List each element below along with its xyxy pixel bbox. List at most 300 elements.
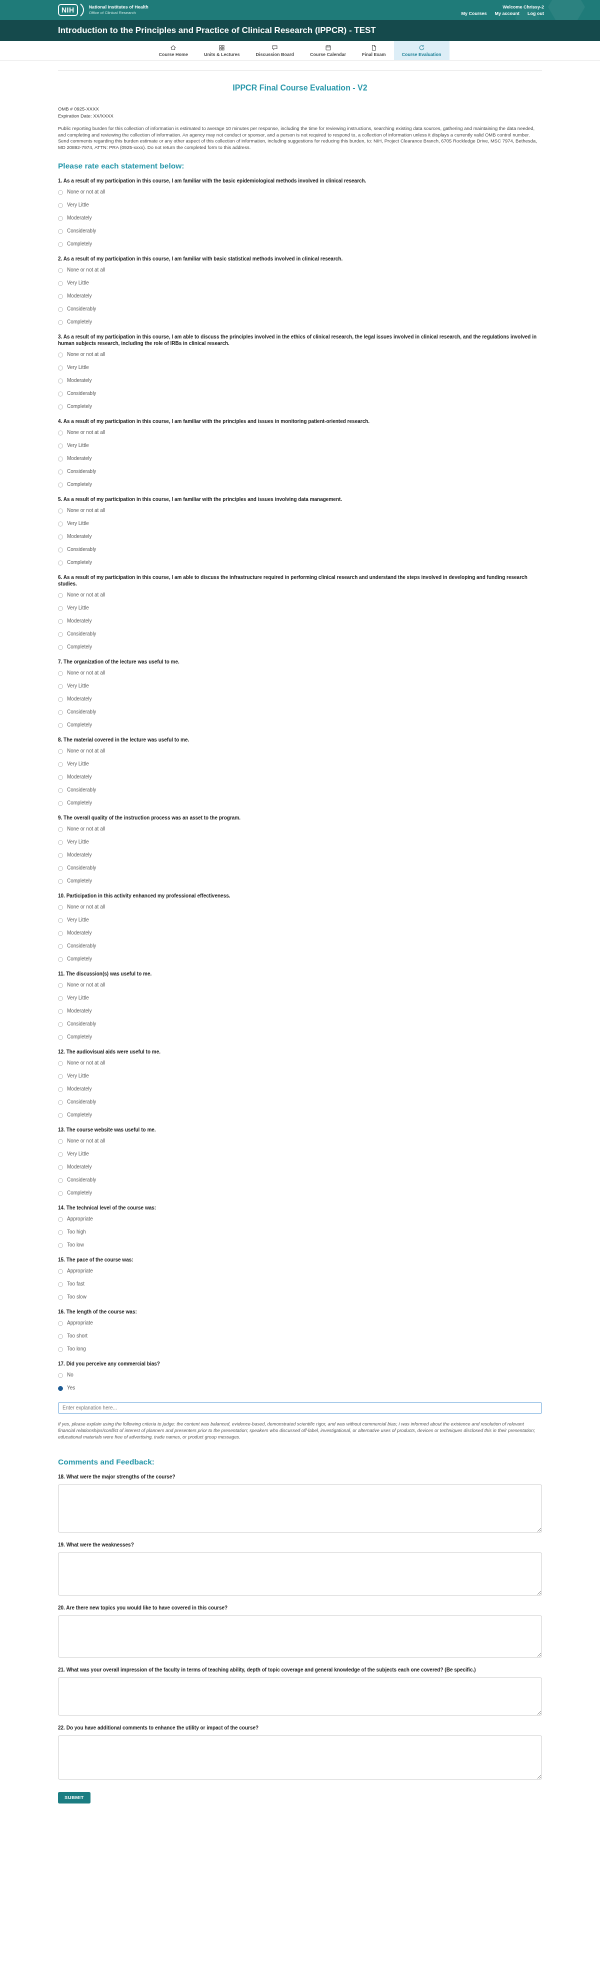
radio-icon[interactable] [58,1152,63,1157]
question-label: 4. As a result of my participation in this course, I am familiar with the principles and issues in monitoring patient-oriented research. [58,419,370,425]
radio-option[interactable] [58,1061,105,1067]
tab-label: Units & Lectures [203,51,240,57]
question-label: 12. The audiovisual aids were useful to me. [58,1049,161,1056]
question-6 [58,575,542,651]
radio-option-label: Completely [67,1034,93,1041]
header-link-my-courses[interactable]: My Courses [461,10,487,16]
radio-option-label: Very Little [67,202,89,209]
radio-option[interactable] [58,645,92,651]
radio-icon[interactable] [58,1269,63,1274]
radio-option[interactable] [58,404,92,410]
radio-option[interactable] [58,1321,93,1327]
radio-option-label: Very Little [67,521,89,527]
radio-icon[interactable] [58,775,63,780]
top-header-bar [0,0,600,20]
radio-option-label: None or not at all [67,1060,106,1067]
answer-textarea[interactable] [58,1678,542,1716]
radio-option-label: None or not at all [67,267,106,274]
radio-option[interactable] [58,307,96,313]
tab-label: Course Evaluation [401,51,442,57]
radio-selected-icon[interactable] [58,1386,63,1391]
answer-textarea[interactable] [58,1736,542,1780]
header-decoration [548,0,585,20]
radio-option-label: Completely [67,800,93,807]
radio-icon[interactable] [58,534,63,539]
radio-option-label: Very Little [67,605,89,612]
radio-option[interactable] [58,1022,96,1028]
radio-option[interactable] [58,456,92,462]
radio-icon[interactable] [58,365,63,370]
question-label: 7. The organization of the lecture was useful to me. [58,659,180,666]
radio-icon[interactable] [58,352,63,357]
radio-option-label: Moderately [67,215,92,222]
question-16 [58,1309,542,1352]
radio-option-label: Completely [67,956,93,963]
radio-icon[interactable] [58,547,63,552]
radio-icon[interactable] [58,1334,63,1339]
radio-option-label: No [67,1372,74,1379]
comments-feedback-heading: Comments and Feedback: [58,1458,155,1467]
radio-option[interactable] [58,1230,86,1236]
answer-textarea[interactable] [58,1485,542,1533]
question-4 [58,419,542,488]
radio-icon[interactable] [58,1243,63,1248]
radio-icon[interactable] [58,190,63,195]
radio-option[interactable] [58,547,96,553]
radio-option[interactable] [58,1139,105,1145]
open-questions [58,1474,542,1782]
rate-statements-heading: Please rate each statement below: [58,162,185,171]
radio-icon[interactable] [58,619,63,624]
radio-option[interactable] [58,1178,96,1184]
question-label: 21. What was your overall impression of the faculty in terms of teaching ability, depth of topic coverage and general knowledge of the subjects each one covered? (Be specific.) [58,1667,476,1674]
radio-option[interactable] [58,853,92,859]
logo-office-name: Office of Clinical Research [88,10,136,15]
radio-option-label: Considerably [67,1099,97,1106]
radio-icon[interactable] [58,697,63,702]
radio-option-label: Considerably [67,787,97,794]
radio-option[interactable] [58,560,92,566]
radio-option-label: Considerably [67,228,97,235]
radio-option[interactable] [58,365,89,371]
radio-option[interactable] [58,1074,89,1080]
radio-option-label: Moderately [67,618,92,625]
radio-icon[interactable] [58,482,63,487]
radio-icon[interactable] [58,1373,63,1378]
logo-org-name: National Institutes of Health [88,4,149,10]
radio-option[interactable] [58,723,92,729]
radio-option-label: Considerably [67,391,97,397]
radio-icon[interactable] [58,1295,63,1300]
radio-option-label: Completely [67,319,93,326]
radio-icon[interactable] [58,1009,63,1014]
radio-option-label: None or not at all [67,352,106,358]
radio-option[interactable] [58,905,105,911]
grid-icon [219,44,226,51]
radio-option-label: Completely [67,1190,93,1197]
radio-icon[interactable] [58,1113,63,1118]
radio-icon[interactable] [58,788,63,793]
radio-option[interactable] [58,430,105,436]
radio-option-label: Considerably [67,469,97,475]
radio-icon[interactable] [58,918,63,923]
bias-explanation-input[interactable] [58,1402,542,1414]
nih-logo-swoosh [80,4,85,17]
radio-option[interactable] [58,931,92,937]
radio-icon[interactable] [58,645,63,650]
radio-option-label: None or not at all [67,982,106,989]
radio-icon[interactable] [58,1074,63,1079]
radio-icon[interactable] [58,294,63,299]
answer-textarea[interactable] [58,1616,542,1658]
radio-option[interactable] [58,508,105,514]
logo-text [89,5,149,16]
radio-option[interactable] [58,521,89,527]
radio-option-label: Too long [67,1346,86,1353]
radio-icon[interactable] [58,996,63,1001]
radio-icon[interactable] [58,281,63,286]
question-label: 11. The discussion(s) was useful to me. [58,971,152,978]
radio-option[interactable] [58,944,96,950]
radio-option-label: Very Little [67,443,89,449]
radio-option[interactable] [58,352,105,358]
question-label: 20. Are there new topics you would like to have covered in this course? [58,1605,228,1612]
radio-option-label: Very Little [67,917,89,924]
radio-icon[interactable] [58,905,63,910]
question-17 [58,1361,542,1391]
radio-option[interactable] [58,1347,86,1353]
question-18 [58,1474,542,1535]
radio-option-label: Completely [67,241,93,248]
radio-icon[interactable] [58,216,63,221]
radio-option-label: Moderately [67,930,92,937]
radio-option-label: Moderately [67,1008,92,1015]
radio-option-label: Moderately [67,1164,92,1171]
radio-option[interactable] [58,229,96,235]
question-3 [58,334,542,410]
expiration-date: Expiration Date: XX/XXXX [58,113,114,119]
question-10 [58,893,542,962]
radio-icon[interactable] [58,827,63,832]
question-7 [58,659,542,728]
page-title: IPPCR Final Course Evaluation - V2 [232,84,368,93]
radio-icon[interactable] [58,1347,63,1352]
radio-icon[interactable] [58,632,63,637]
nih-logo[interactable] [58,4,148,17]
form-content [58,71,542,1804]
radio-icon[interactable] [58,242,63,247]
radio-option[interactable] [58,1243,84,1249]
question-label: 18. What were the major strengths of the course? [58,1474,176,1481]
radio-option-label: None or not at all [67,430,106,436]
radio-icon[interactable] [58,1217,63,1222]
radio-option[interactable] [58,320,92,326]
radio-icon[interactable] [58,944,63,949]
radio-option-label: Considerably [67,709,97,716]
radio-option-label: Very Little [67,839,89,846]
radio-option-label: Considerably [67,1177,97,1184]
radio-option-label: Moderately [67,293,92,300]
question-label: 17. Did you perceive any commercial bias? [58,1361,160,1368]
radio-option-label: Completely [67,482,93,488]
header-account-area [461,0,544,20]
radio-icon[interactable] [58,430,63,435]
radio-icon[interactable] [58,749,63,754]
question-label: 9. The overall quality of the instruction process was an asset to the program. [58,815,241,822]
radio-icon[interactable] [58,1230,63,1235]
radio-option[interactable] [58,957,92,963]
radio-icon[interactable] [58,840,63,845]
radio-option-label: Very Little [67,280,89,287]
radio-option-label: Very Little [67,995,89,1002]
question-5 [58,497,542,566]
radio-option-label: Moderately [67,456,92,462]
radio-icon[interactable] [58,801,63,806]
submit-button[interactable]: SUBMIT [58,1792,90,1804]
radio-option[interactable] [58,1087,92,1093]
question-label: 13. The course website was useful to me. [58,1127,156,1134]
radio-option[interactable] [58,1373,73,1379]
radio-option-label: Completely [67,1112,93,1119]
radio-option[interactable] [58,268,105,274]
question-22 [58,1725,542,1782]
question-label: 16. The length of the course was: [58,1309,137,1316]
radio-option-label: Moderately [67,1086,92,1093]
question-2 [58,256,542,325]
radio-option-label: Appropriate [67,1320,93,1327]
radio-icon[interactable] [58,957,63,962]
question-15 [58,1257,542,1300]
header-link-log-out[interactable]: Log out [527,10,544,16]
radio-icon[interactable] [58,866,63,871]
question-20 [58,1605,542,1660]
tab-units-lectures[interactable] [196,41,248,60]
home-icon [170,44,177,51]
radio-icon[interactable] [58,203,63,208]
radio-option[interactable] [58,391,96,397]
radio-icon[interactable] [58,762,63,767]
radio-option-label: Yes [67,1385,76,1392]
radio-option-label: Appropriate [67,1268,93,1275]
radio-option-label: None or not at all [67,826,106,833]
radio-option-label: Moderately [67,774,92,781]
radio-option-label: Too high [67,1229,86,1236]
question-label: 14. The technical level of the course was: [58,1205,157,1212]
radio-option[interactable] [58,606,89,612]
question-label: 22. Do you have additional comments to enhance the utility or impact of the course? [58,1725,259,1732]
radio-option[interactable] [58,1282,85,1288]
radio-icon[interactable] [58,1035,63,1040]
radio-option[interactable] [58,1295,86,1301]
question-label: 8. The material covered in the lecture was useful to me. [58,737,190,744]
radio-icon[interactable] [58,404,63,409]
radio-option[interactable] [58,1191,92,1197]
radio-option[interactable] [58,242,92,248]
radio-icon[interactable] [58,443,63,448]
radio-option[interactable] [58,697,92,703]
radio-option-label: Moderately [67,696,92,703]
bias-criteria-note: If yes, please explain using the following criteria to judge: the content was balanced, evidence-based, demonstrated scientific rigor, and was without commercial bias; I was informed about the existence and resolution of relevant financial relationships/conflict of interest of planners and presenters prior to the presentation; speakers who discussed off-label, investigational, or alternative uses of products, devices or techniques disclosed this in their presentation; educational materials were free of advertising, trade names, or product group messages. [58,1421,535,1440]
radio-option[interactable] [58,801,92,807]
radio-option[interactable] [58,749,105,755]
radio-option[interactable] [58,619,92,625]
question-label: 6. As a result of my participation in this course, I am able to discuss the infrastructure required in performing clinical research and understand the steps involved in developing and funding research studies. [58,575,528,588]
radio-option-label: Moderately [67,852,92,859]
radio-option-label: Very Little [67,683,89,690]
radio-icon[interactable] [58,1178,63,1183]
radio-option[interactable] [58,996,89,1002]
radio-option[interactable] [58,1334,88,1340]
radio-option-label: Considerably [67,1021,97,1028]
radio-option-label: Too slow [67,1294,87,1301]
radio-icon[interactable] [58,671,63,676]
radio-option[interactable] [58,1165,92,1171]
radio-option[interactable] [58,378,92,384]
radio-option[interactable] [58,294,92,300]
radio-icon[interactable] [58,508,63,513]
question-12 [58,1049,542,1118]
radio-option[interactable] [58,710,96,716]
radio-option-label: Completely [67,404,93,410]
radio-option-label: Appropriate [67,1216,93,1223]
radio-option-label: Too short [67,1333,88,1340]
radio-option[interactable] [58,1100,96,1106]
radio-icon[interactable] [58,378,63,383]
radio-icon[interactable] [58,684,63,689]
answer-textarea[interactable] [58,1553,542,1596]
tab-course-evaluation[interactable] [394,41,450,60]
radio-option-label: Considerably [67,943,97,950]
radio-option[interactable] [58,1269,93,1275]
radio-option[interactable] [58,443,89,449]
radio-icon[interactable] [58,1022,63,1027]
radio-icon[interactable] [58,879,63,884]
radio-icon[interactable] [58,1100,63,1105]
radio-icon[interactable] [58,268,63,273]
tab-final-exam[interactable] [354,41,394,60]
chat-icon [272,44,279,51]
rating-questions [58,178,542,1391]
radio-option-label: Too low [67,1242,84,1249]
question-14 [58,1205,542,1248]
radio-option[interactable] [58,684,89,690]
radio-icon[interactable] [58,521,63,526]
radio-option[interactable] [58,775,92,781]
radio-option-label: Considerably [67,631,97,638]
radio-option-label: Completely [67,878,93,885]
radio-option-label: Considerably [67,865,97,872]
header-link-my-account[interactable]: My account [494,10,520,16]
radio-icon[interactable] [58,1165,63,1170]
radio-option[interactable] [58,281,89,287]
radio-option-label: None or not at all [67,1138,106,1145]
question-label: 3. As a result of my participation in this course, I am able to discuss the principles involved in the ethics of clinical research, the legal issues involved in clinical research, and the regulations involved in human subjects research, including the role of IRBs in clinical research. [58,334,537,347]
burden-statement: Public reporting burden for this collection of information is estimated to average 10 minutes per response, including the time for reviewing instructions, searching existing data sources, gathering and maintaining the data needed, and completing and reviewing the collection of information. An agency may not conduct or sponsor, and a person is not required to respond to, a collection of information unless it displays a currently valid OMB control number. Send comments regarding this burden estimate or any other aspect of this collection of information, including suggestions for reducing this burden, to: NIH, Project Clearance Branch, 6705 Rockledge Drive, MSC 7974, Bethesda, MD 20892-7974, ATTN: PRA (0925-xxxx). Do not return the completed form to this address. [58,126,537,151]
radio-option[interactable] [58,534,92,540]
radio-icon[interactable] [58,1282,63,1287]
question-label: 15. The pace of the course was: [58,1257,134,1264]
radio-icon[interactable] [58,320,63,325]
radio-icon[interactable] [58,1061,63,1066]
radio-option-label: None or not at all [67,670,106,677]
omb-number: OMB # 0925-XXXX [58,106,99,112]
radio-option[interactable] [58,866,96,872]
radio-option-label: None or not at all [67,592,106,599]
radio-icon[interactable] [58,391,63,396]
radio-icon[interactable] [58,1087,63,1092]
radio-option[interactable] [58,983,105,989]
radio-option[interactable] [58,671,105,677]
radio-option-label: None or not at all [67,748,106,755]
radio-option[interactable] [58,1217,93,1223]
radio-option[interactable] [58,469,96,475]
radio-option-label: None or not at all [67,508,106,514]
radio-icon[interactable] [58,931,63,936]
radio-option[interactable] [58,840,89,846]
radio-option[interactable] [58,593,105,599]
radio-option[interactable] [58,788,96,794]
radio-option-label: None or not at all [67,904,106,911]
radio-icon[interactable] [58,1321,63,1326]
radio-icon[interactable] [58,1139,63,1144]
tab-course-home[interactable] [151,41,196,60]
question-label: 5. As a result of my participation in this course, I am familiar with the principles and issues involving data management. [58,497,343,503]
radio-option[interactable] [58,1386,75,1392]
radio-option[interactable] [58,827,105,833]
radio-option[interactable] [58,918,89,924]
radio-icon[interactable] [58,229,63,234]
radio-option[interactable] [58,762,89,768]
radio-option[interactable] [58,482,92,488]
question-label: 19. What were the weaknesses? [58,1542,134,1549]
radio-icon[interactable] [58,560,63,565]
tab-course-calendar[interactable] [302,41,354,60]
radio-option-label: Completely [67,560,93,566]
radio-icon[interactable] [58,723,63,728]
radio-icon[interactable] [58,469,63,474]
radio-icon[interactable] [58,593,63,598]
radio-option[interactable] [58,203,89,209]
radio-icon[interactable] [58,307,63,312]
radio-option[interactable] [58,1113,92,1119]
course-title-bar: Introduction to the Principles and Practice of Clinical Research (IPPCR) - TEST [0,20,600,41]
radio-option[interactable] [58,1009,92,1015]
nav-tabs [0,41,600,61]
radio-option[interactable] [58,879,92,885]
radio-icon[interactable] [58,853,63,858]
radio-option[interactable] [58,1152,89,1158]
radio-option-label: Considerably [67,547,97,553]
radio-option[interactable] [58,190,105,196]
radio-icon[interactable] [58,606,63,611]
radio-icon[interactable] [58,1191,63,1196]
radio-option-label: Too fast [67,1281,85,1288]
radio-option[interactable] [58,632,96,638]
question-13 [58,1127,542,1196]
radio-option-label: Very Little [67,1073,89,1080]
radio-option-label: Very Little [67,1151,89,1158]
document-icon [371,44,378,51]
radio-option-label: Considerably [67,306,97,313]
radio-option-label: Very Little [67,365,89,371]
tab-discussion-board[interactable] [248,41,302,60]
nih-logo-mark: NIH [58,4,78,16]
radio-icon[interactable] [58,710,63,715]
radio-option[interactable] [58,216,92,222]
radio-icon[interactable] [58,983,63,988]
radio-icon[interactable] [58,456,63,461]
radio-option[interactable] [58,1035,92,1041]
